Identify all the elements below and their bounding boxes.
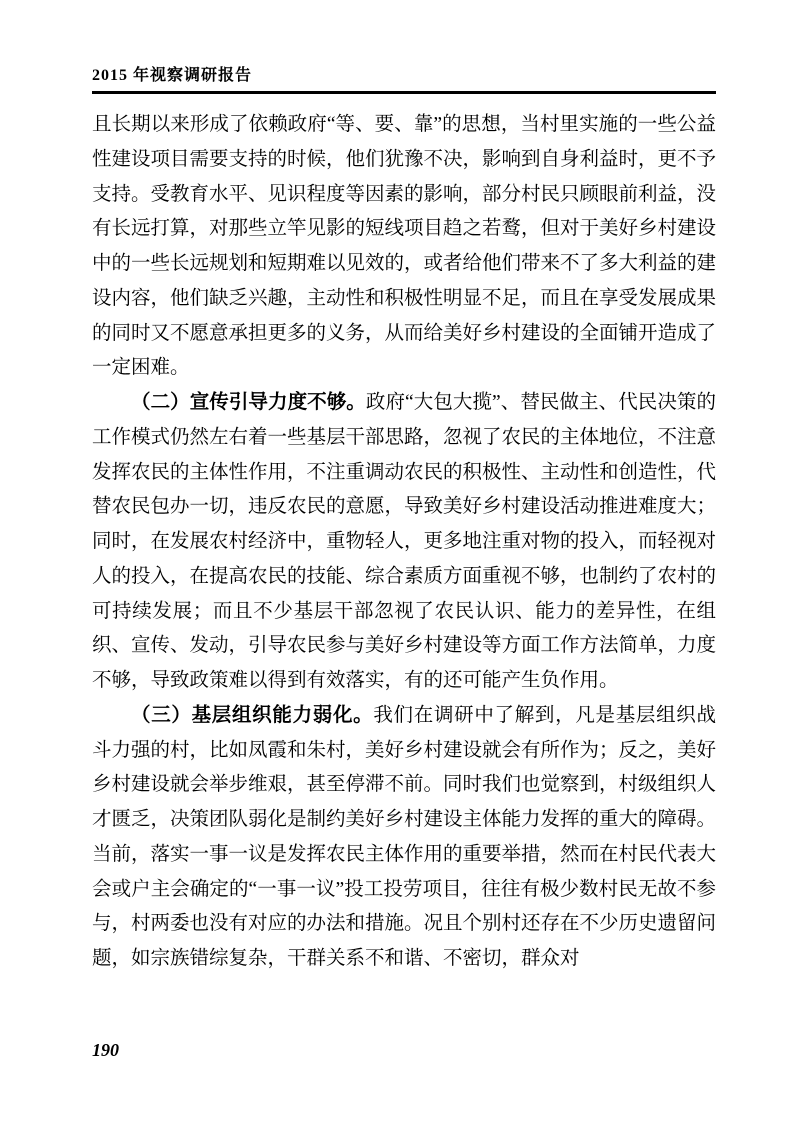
paragraph bbox=[92, 699, 716, 977]
document-body bbox=[92, 108, 716, 977]
paragraph-text: 我们在调研中了解到，凡是基层组织战斗力强的村，比如凤霞和朱村，美好乡村建设就会有所作为；反之，美好乡村建设就会举步维艰，甚至停滞不前。同时我们也觉察到，村级组织人才匮乏，决策团队弱化是制约美好乡村建设主体能力发挥的重大的障碍。当前，落实一事一议是发挥农民主体作用的重要举措，然而在村民代表大会或户主会确定的“一事一议”投工投劳项目，往往有极少数村民无故不参与，村两委也没有对应的办法和措施。况且个别村还存在不少历史遗留问题，如宗族错综复杂，干群关系不和谐、不密切，群众对 bbox=[92, 704, 717, 969]
page-footer bbox=[92, 1040, 119, 1061]
paragraph-text: 政府“大包大揽”、替民做主、代民决策的工作模式仍然左右着一些基层干部思路，忽视了农民的主体地位，不注意发挥农民的主体性作用，不注重调动农民的积极性、主动性和创造性，代替农民包办一切，违反农民的意愿，导致美好乡村建设活动推进难度大；同时，在发展农村经济中，重物轻人，更多地注重对物的投入，而轻视对人的投入，在提高农民的技能、综合素质方面重视不够，也制约了农村的可持续发展；而且不少基层干部忽视了农民认识、能力的差异性，在组织、宣传、发动，引导农民参与美好乡村建设等方面工作方法简单，力度不够，导致政策难以得到有效落实，有的还可能产生负作用。 bbox=[92, 392, 717, 691]
header-title: 2015 年视察调研报告 bbox=[92, 67, 253, 84]
paragraph-text: 且长期以来形成了依赖政府“等、要、靠”的思想，当村里实施的一些公益性建设项目需要支持的时候，他们犹豫不决，影响到自身利益时，更不予支持。受教育水平、见识程度等因素的影响，部分村民只顾眼前利益，没有长远打算，对那些立竿见影的短线项目趋之若鹜，但对于美好乡村建设中的一些长远规划和短期难以见效的，或者给他们带来不了多大利益的建设内容，他们缺乏兴趣，主动性和积极性明显不足，而且在享受发展成果的同时又不愿意承担更多的义务，从而给美好乡村建设的全面铺开造成了一定困难。 bbox=[92, 114, 717, 379]
paragraph-lead: （二）宣传引导力度不够。 bbox=[131, 392, 366, 413]
paragraph bbox=[92, 108, 716, 386]
page-header bbox=[92, 62, 716, 94]
paragraph bbox=[92, 386, 716, 699]
paragraph-lead: （三）基层组织能力弱化。 bbox=[131, 704, 374, 726]
page-number: 190 bbox=[92, 1040, 119, 1060]
